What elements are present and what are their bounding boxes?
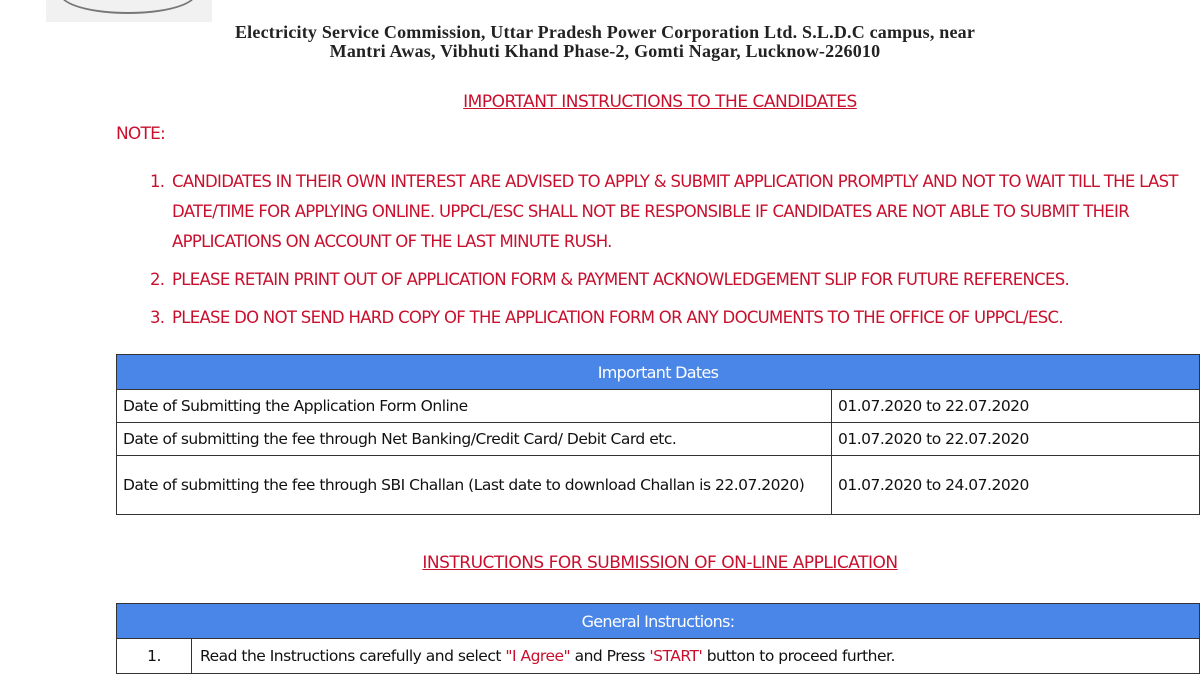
table-row — [117, 639, 1200, 674]
table-header-row — [117, 355, 1200, 390]
start-quote: 'START' — [649, 647, 703, 665]
general-instructions-table — [116, 603, 1200, 674]
note-text: PLEASE RETAIN PRINT OUT OF APPLICATION FORM & PAYMENT ACKNOWLEDGEMENT SLIP FOR FUTURE REFERENCES. — [172, 270, 1070, 289]
table-row — [117, 456, 1200, 515]
list-item — [150, 167, 1200, 257]
note-number: 1. — [150, 172, 165, 191]
instruction-text-middle: and Press — [570, 647, 650, 665]
list-item — [150, 265, 1200, 295]
address-line-2: Mantri Awas, Vibhuti Khand Phase-2, Gomti Nagar, Lucknow-226010 — [329, 41, 881, 61]
instruction-number: 1. — [117, 639, 192, 674]
date-value: 01.07.2020 to 24.07.2020 — [832, 456, 1200, 515]
table-row — [117, 423, 1200, 456]
i-agree-quote: "I Agree" — [505, 647, 571, 665]
important-dates-title: Important Dates — [117, 355, 1200, 390]
date-value: 01.07.2020 to 22.07.2020 — [832, 390, 1200, 423]
instruction-text-before: Read the Instructions carefully and select — [200, 647, 506, 665]
note-text: PLEASE DO NOT SEND HARD COPY OF THE APPLICATION FORM OR ANY DOCUMENTS TO THE OFFICE OF UPPCL/ESC. — [172, 308, 1063, 327]
submission-heading: INSTRUCTIONS FOR SUBMISSION OF ON-LINE APPLICATION — [422, 553, 898, 573]
list-item — [150, 303, 1200, 333]
instruction-text — [192, 639, 1200, 674]
date-value: 01.07.2020 to 22.07.2020 — [832, 423, 1200, 456]
commission-logo — [46, 0, 212, 22]
date-label: Date of Submitting the Application Form Online — [117, 390, 832, 423]
notes-list — [150, 167, 1200, 333]
important-dates-table — [116, 354, 1200, 515]
note-text: CANDIDATES IN THEIR OWN INTEREST ARE ADVISED TO APPLY & SUBMIT APPLICATION PROMPTLY AND NOT TO WAIT TILL THE LAST DATE/TIME FOR APPLYING ONLINE. UPPCL/ESC SHALL NOT BE RESPONSIBLE IF CANDIDATES ARE NOT ABLE TO SUBMIT THEIR APPLICATIONS ON ACCOUNT OF THE LAST MINUTE RUSH. — [172, 172, 1178, 251]
table-row — [117, 390, 1200, 423]
note-number: 3. — [150, 308, 165, 327]
commission-address — [40, 23, 1170, 61]
table-header-row — [117, 604, 1200, 639]
instructions-heading: IMPORTANT INSTRUCTIONS TO THE CANDIDATES — [463, 92, 857, 112]
logo-emblem-icon — [60, 0, 196, 14]
date-label: Date of submitting the fee through SBI Challan (Last date to download Challan is 22.07.2020) — [117, 456, 832, 515]
note-number: 2. — [150, 270, 165, 289]
instruction-text-after: button to proceed further. — [702, 647, 895, 665]
note-label: NOTE: — [116, 124, 165, 144]
date-label: Date of submitting the fee through Net Banking/Credit Card/ Debit Card etc. — [117, 423, 832, 456]
address-line-1: Electricity Service Commission, Uttar Pradesh Power Corporation Ltd. S.L.D.C campus, near — [234, 22, 976, 42]
general-instructions-title: General Instructions: — [117, 604, 1200, 639]
